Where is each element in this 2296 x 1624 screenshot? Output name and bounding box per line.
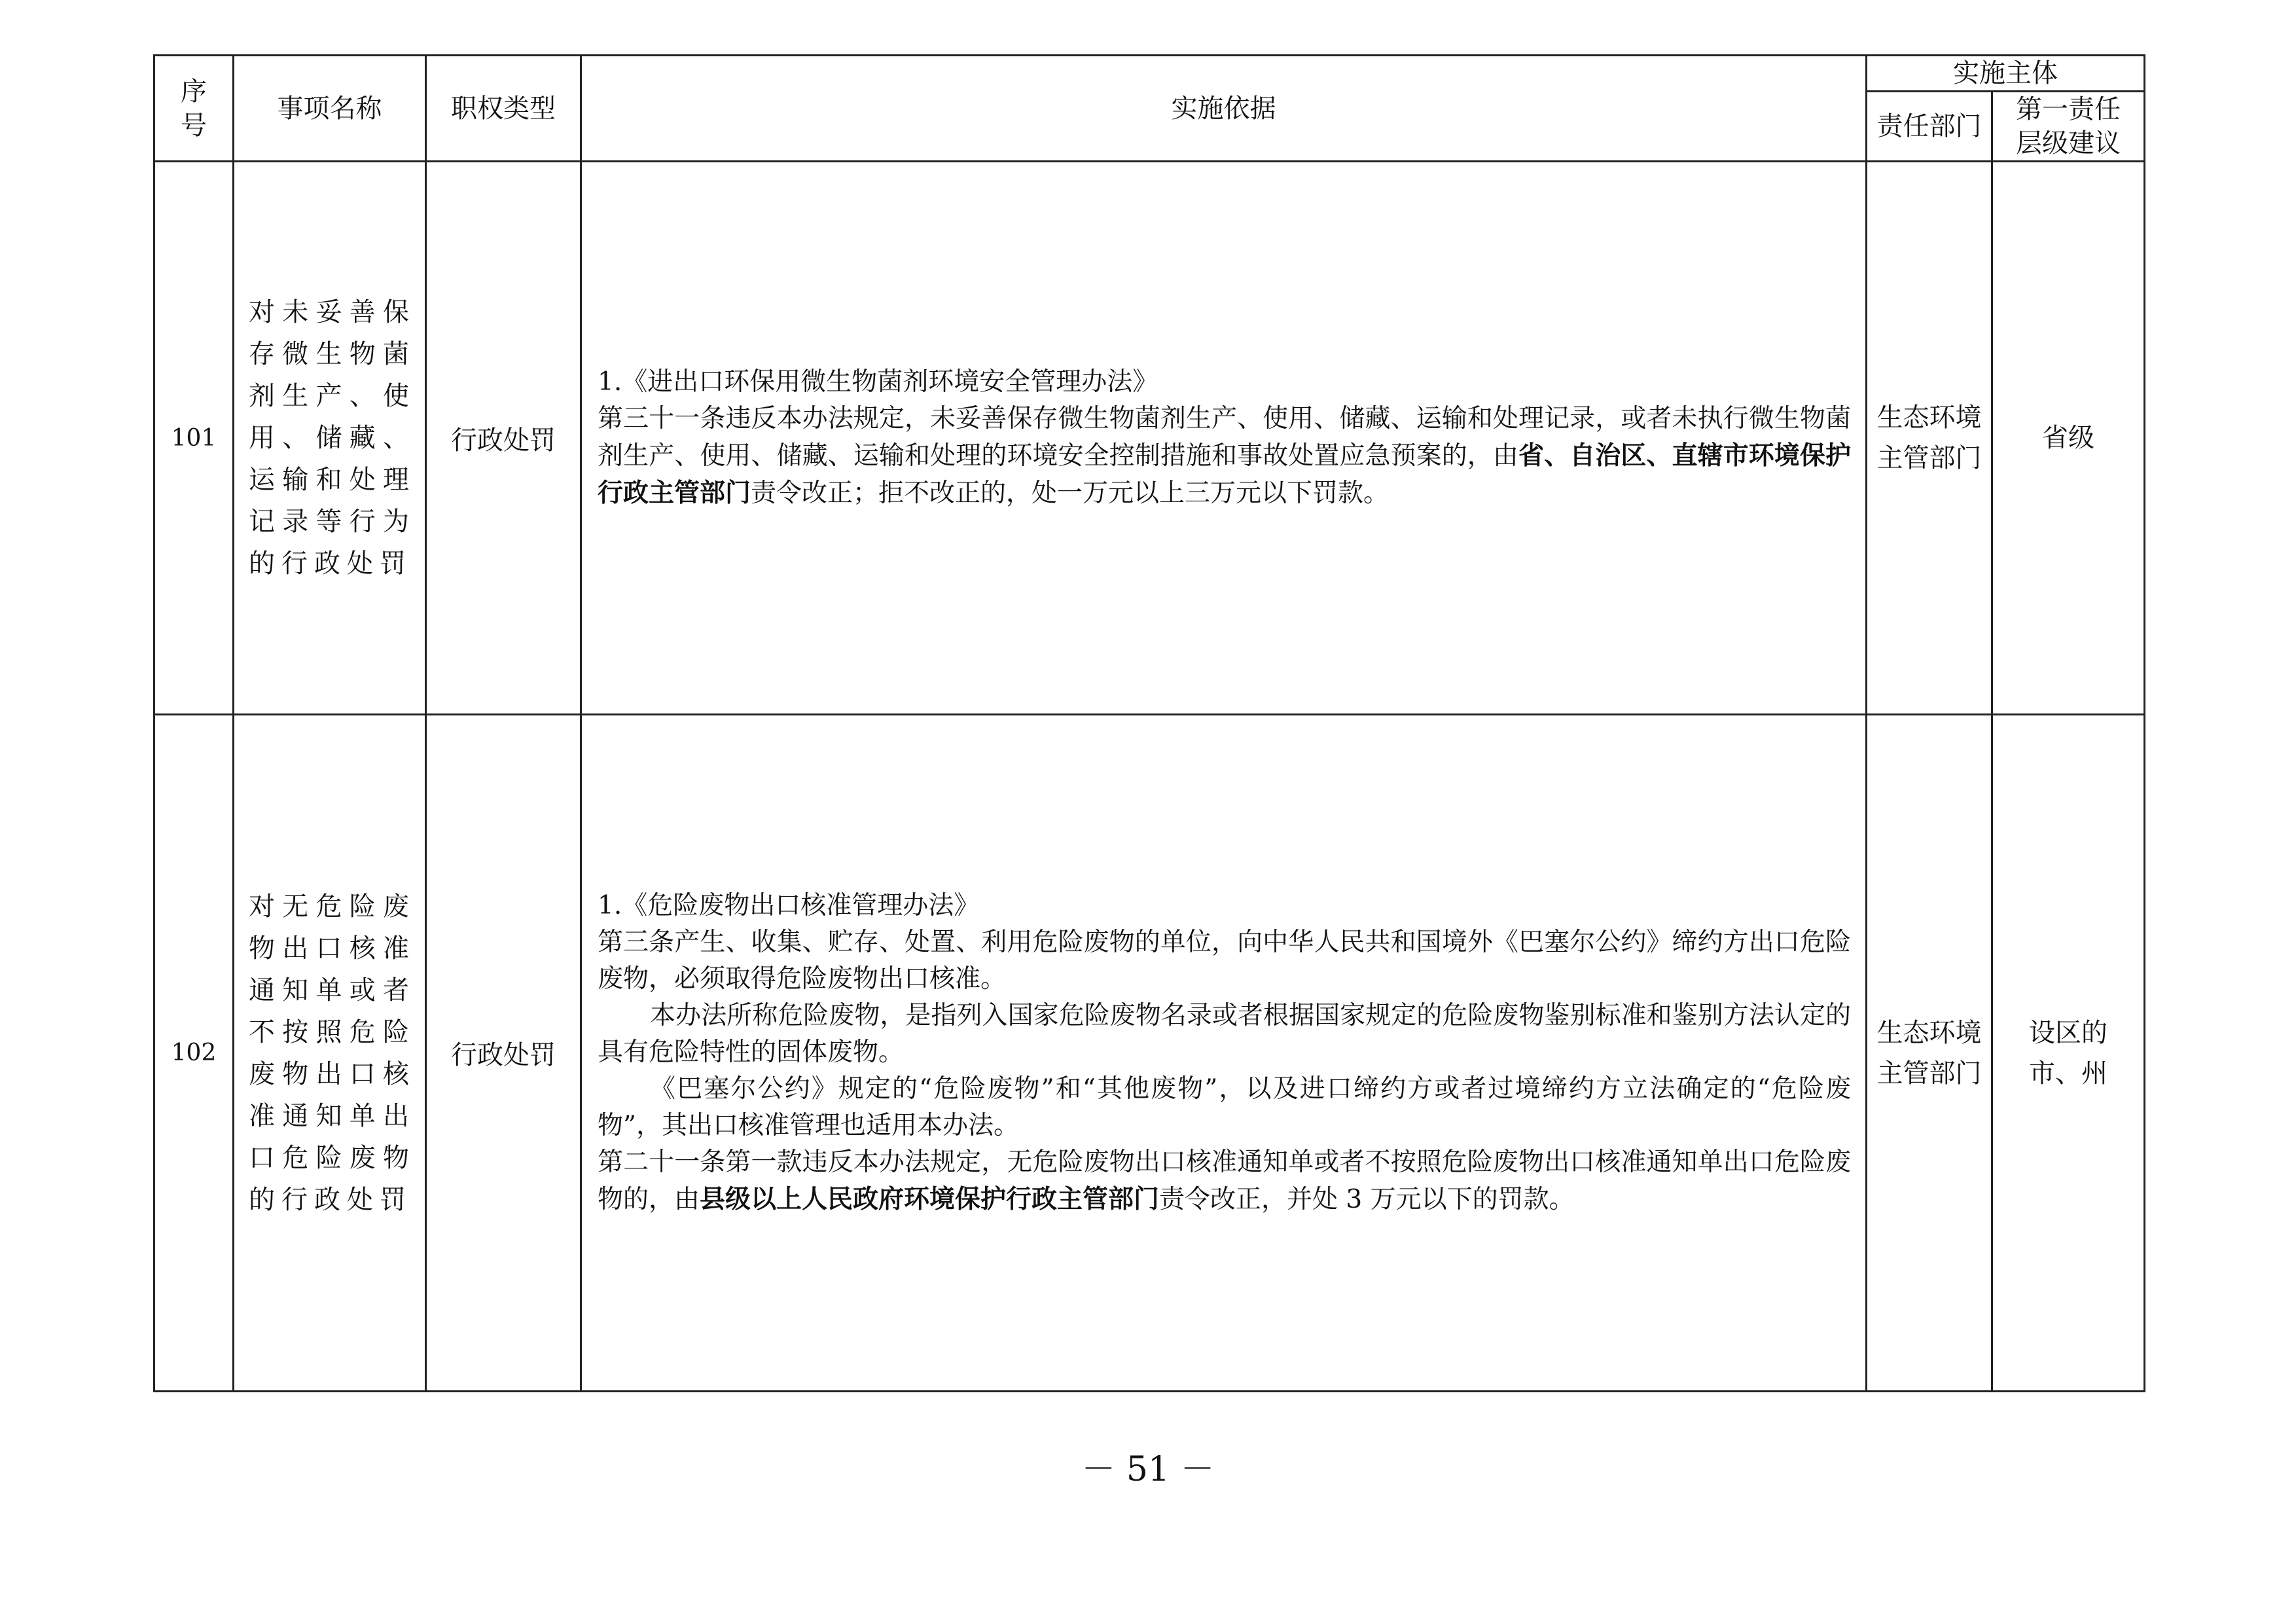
- header-seq: 序号: [154, 56, 234, 162]
- basis-paragraph: 《巴塞尔公约》规定的“危险废物”和“其他废物”，以及进口缔约方或者过境缔约方立法确定的“危险废物”，其出口核准管理也适用本办法。: [598, 1074, 1851, 1140]
- authority-type: 行政处罚: [426, 715, 581, 1392]
- responsible-dept: 生态环境主管部门: [1867, 715, 1992, 1392]
- authority-type: 行政处罚: [426, 162, 581, 715]
- legal-basis: [581, 715, 1867, 1392]
- responsible-authority: 省、自治区、直辖市环境保护行政主管部门: [598, 441, 1851, 508]
- item-name: 对未妥善保存微生物菌剂生产、使用、储藏、运输和处理记录等行为的行政处罚: [234, 162, 426, 715]
- header-name: 事项名称: [234, 56, 426, 162]
- basis-title: 1.《危险废物出口核准管理办法》: [598, 891, 980, 920]
- item-name: 对无危险废物出口核准通知单或者不按照危险废物出口核准通知单出口危险废物的行政处罚: [234, 715, 426, 1392]
- row-number: 101: [154, 162, 234, 715]
- responsible-dept: 生态环境主管部门: [1867, 162, 1992, 715]
- basis-title: 1.《进出口环保用微生物菌剂环境安全管理办法》: [598, 367, 1158, 397]
- responsibility-level: 省级: [1992, 162, 2145, 715]
- basis-paragraph: 第三十一条违反本办法规定，未妥善保存微生物菌剂生产、使用、储藏、运输和处理记录，或者未执行微生物菌剂生产、使用、储藏、运输和处理的环境安全控制措施和事故处置应急预案的，由省、自治区、直辖市环境保护行政主管部门责令改正；拒不改正的，处一万元以上三万元以下罚款。: [598, 404, 1851, 508]
- basis-paragraph: 第三条产生、收集、贮存、处置、利用危险废物的单位，向中华人民共和国境外《巴塞尔公约》缔约方出口危险废物，必须取得危险废物出口核准。: [598, 928, 1851, 994]
- responsibility-level: 设区的市、州: [1992, 715, 2145, 1392]
- header-dept: 责任部门: [1867, 92, 1992, 162]
- header-basis: 实施依据: [581, 56, 1867, 162]
- header-level: 第一责任层级建议: [1992, 92, 2145, 162]
- legal-basis: [581, 162, 1867, 715]
- responsible-authority: 县级以上人民政府环境保护行政主管部门: [700, 1184, 1160, 1214]
- table-row: [154, 715, 2145, 1392]
- basis-paragraph: 本办法所称危险废物，是指列入国家危险废物名录或者根据国家规定的危险废物鉴别标准和鉴别方法认定的具有危险特性的固体废物。: [598, 1001, 1851, 1067]
- basis-paragraph: 第二十一条第一款违反本办法规定，无危险废物出口核准通知单或者不按照危险废物出口核准通知单出口危险废物的，由县级以上人民政府环境保护行政主管部门责令改正，并处 3 万元以下的罚款。: [598, 1147, 1851, 1214]
- table-row: [154, 162, 2145, 715]
- header-type: 职权类型: [426, 56, 581, 162]
- header-subject: 实施主体: [1867, 56, 2145, 92]
- row-number: 102: [154, 715, 234, 1392]
- authority-table: [153, 54, 2145, 1392]
- page-number: － 51 －: [1081, 1450, 1215, 1489]
